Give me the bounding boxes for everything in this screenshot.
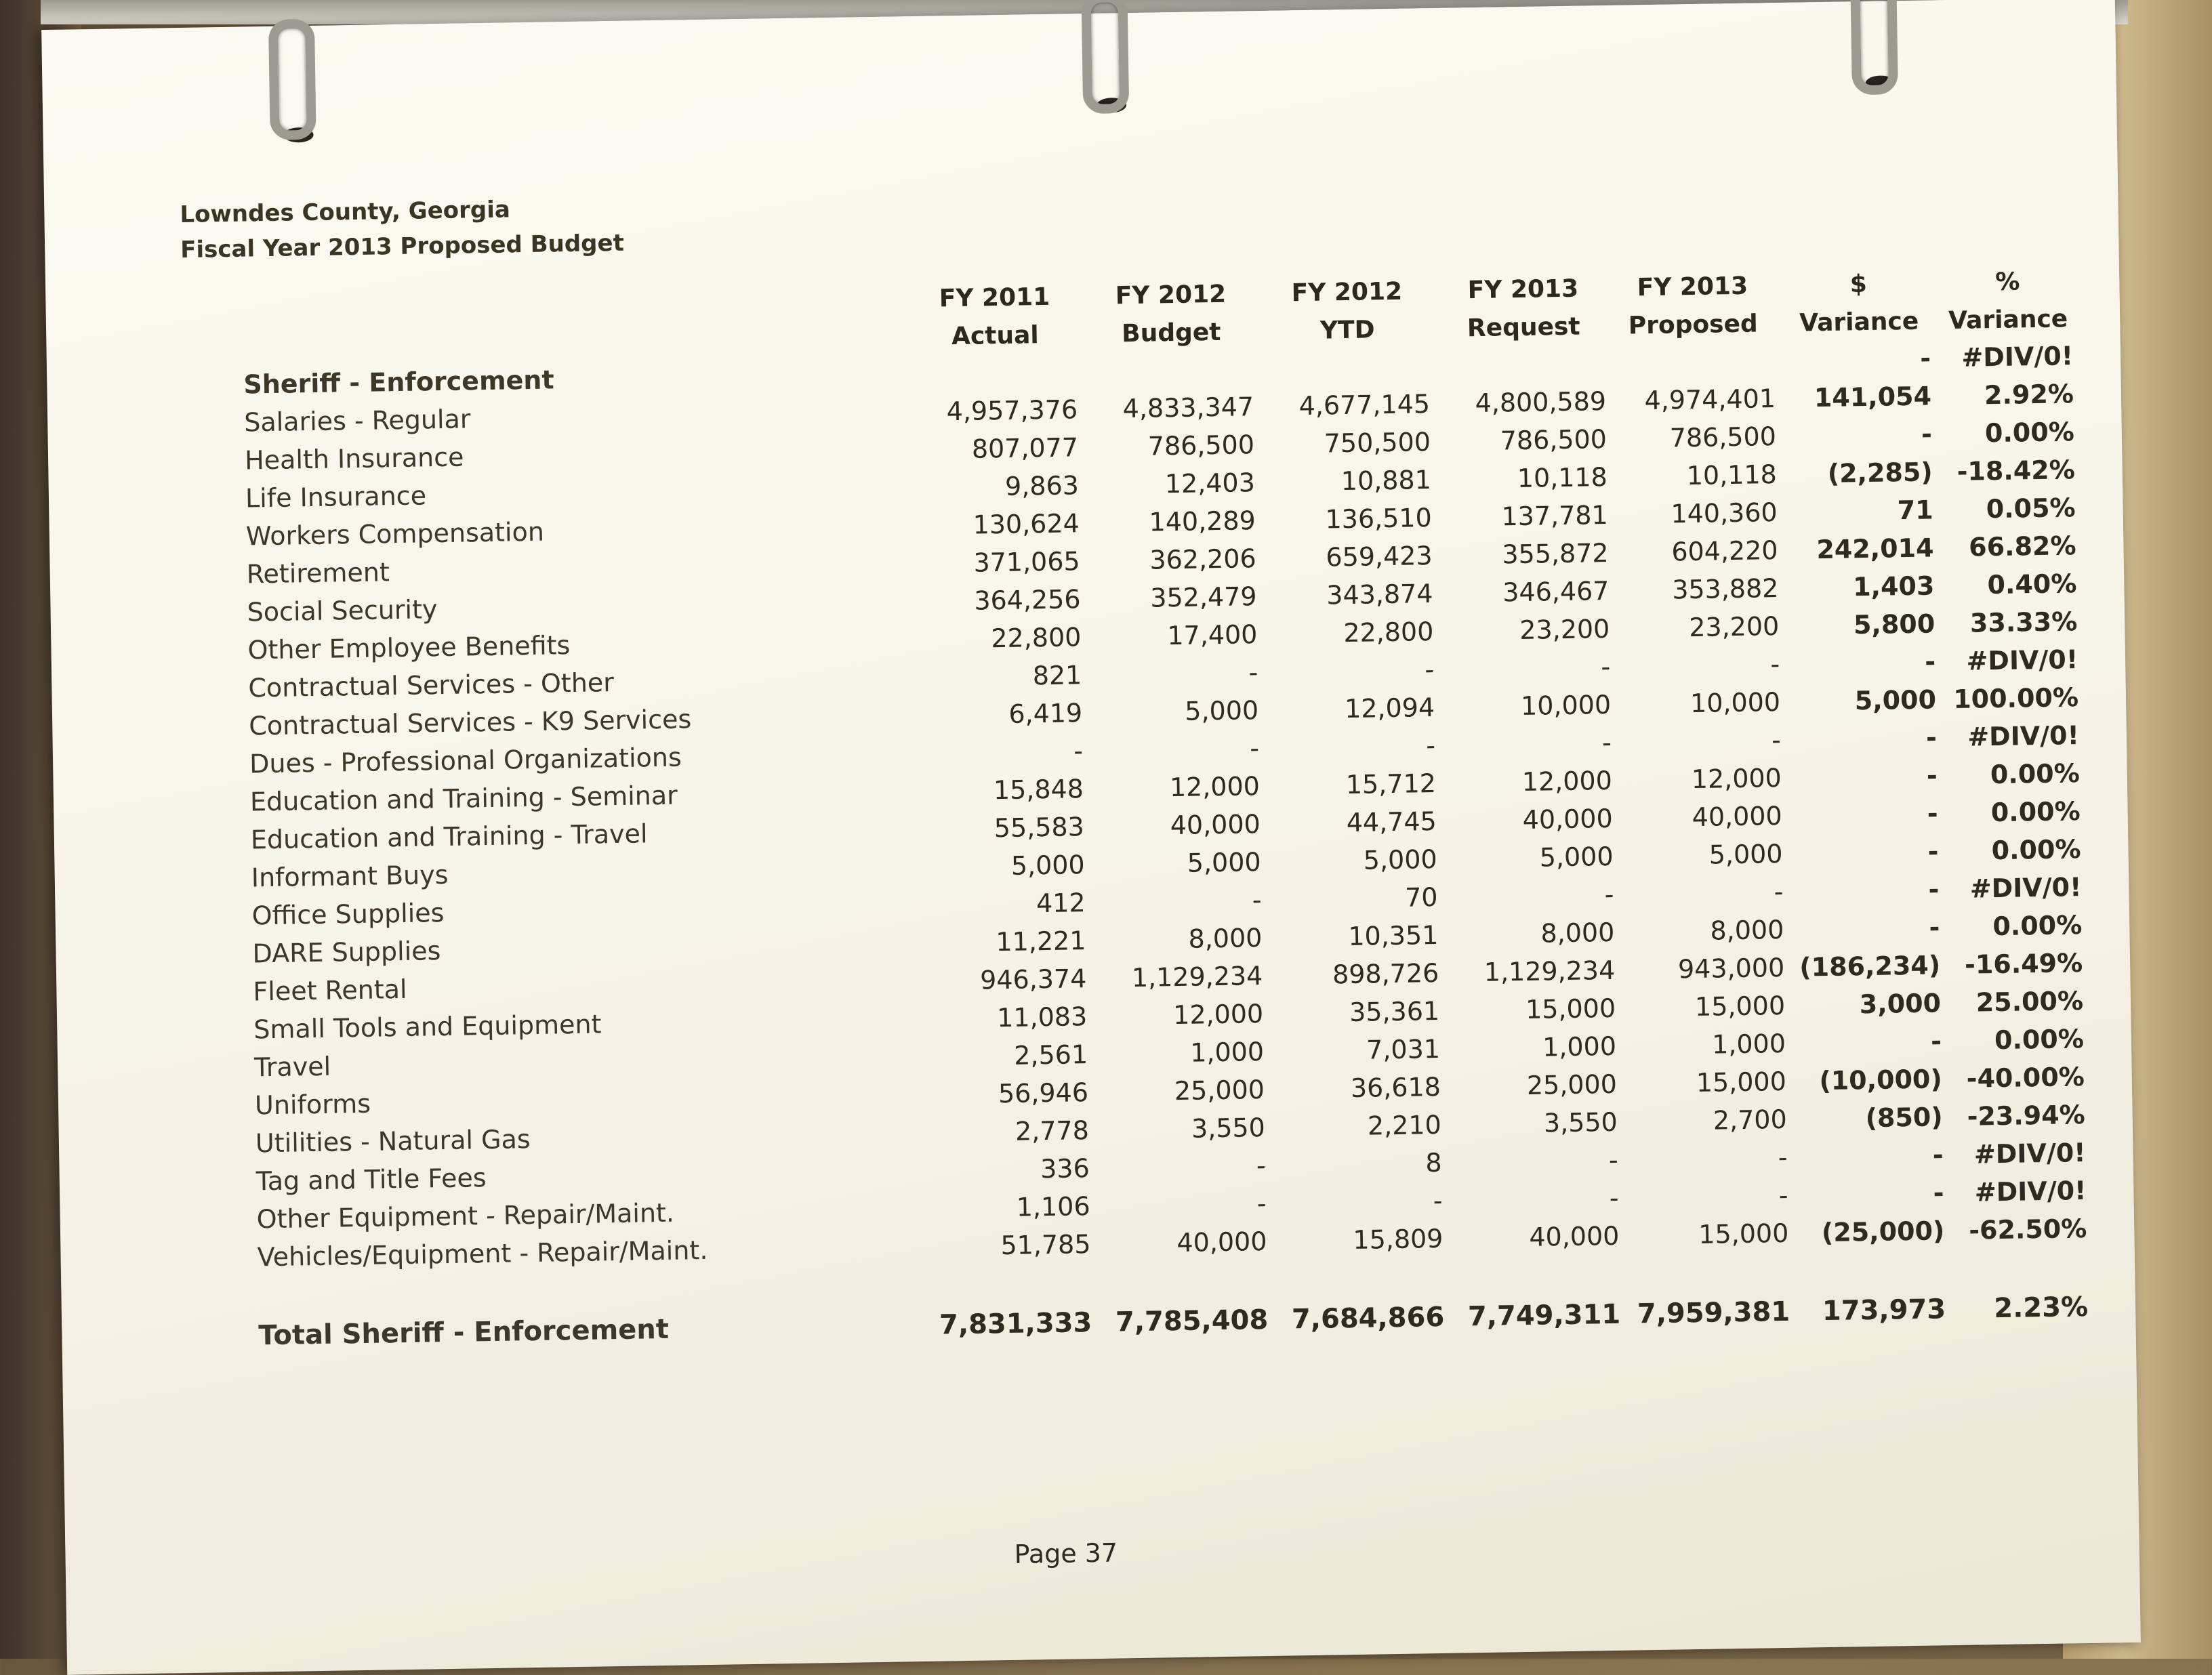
value-cell: (25,000) <box>1821 1216 1945 1248</box>
value-cell: 22,800 <box>1343 617 1434 648</box>
value-cell: 2.92% <box>1984 379 2074 411</box>
value-cell: - <box>1608 1144 1618 1176</box>
value-cell: - <box>1926 760 1938 791</box>
column-header-line1: FY 2011 <box>939 283 1050 313</box>
value-cell: 10,000 <box>1689 687 1781 719</box>
value-cell: 5,000 <box>1363 844 1437 875</box>
value-cell: - <box>1609 1182 1619 1214</box>
value-cell: -16.49% <box>1964 948 2083 980</box>
value-cell: - <box>1252 885 1262 915</box>
value-cell: 55,583 <box>994 812 1085 844</box>
value-cell: 1,000 <box>1542 1031 1617 1062</box>
value-cell: 807,077 <box>971 432 1079 464</box>
value-cell: 336 <box>1040 1153 1090 1184</box>
column-header-line2: Budget <box>1121 318 1221 348</box>
value-cell: 412 <box>1036 888 1086 919</box>
line-item-label: Office Supplies <box>251 898 445 931</box>
value-cell: 2,210 <box>1367 1109 1442 1141</box>
value-cell: - <box>1925 722 1938 753</box>
column-header-line2: Actual <box>951 321 1040 351</box>
line-item-label: Salaries - Regular <box>243 404 471 438</box>
value-cell: 23,200 <box>1519 613 1610 646</box>
value-cell: - <box>1601 651 1611 682</box>
value-cell: 10,118 <box>1686 459 1778 491</box>
value-cell: 40,000 <box>1522 803 1614 835</box>
value-cell: 242,014 <box>1816 533 1934 565</box>
value-cell: 1,000 <box>1711 1028 1786 1060</box>
value-cell: (850) <box>1865 1102 1944 1134</box>
value-cell: 44,745 <box>1346 806 1437 838</box>
line-item-label: Other Employee Benefits <box>247 630 571 665</box>
value-cell: 7,785,408 <box>1115 1304 1269 1338</box>
value-cell: 1,000 <box>1189 1037 1265 1068</box>
value-cell: 7,684,866 <box>1291 1301 1445 1336</box>
value-cell: - <box>1425 655 1435 685</box>
value-cell: - <box>1249 733 1260 764</box>
value-cell: 136,510 <box>1325 503 1433 535</box>
value-cell: - <box>1778 1142 1788 1173</box>
value-cell: - <box>1425 730 1436 761</box>
value-cell: 821 <box>1032 660 1082 691</box>
value-cell: 9,863 <box>1004 470 1080 501</box>
value-cell: 23,200 <box>1688 611 1780 643</box>
value-cell: 2.23% <box>1993 1291 2089 1325</box>
value-cell: 371,065 <box>973 546 1080 578</box>
value-cell: 12,000 <box>1691 762 1782 795</box>
value-cell: - <box>1073 736 1084 766</box>
value-cell: 5,000 <box>1708 838 1783 870</box>
column-header-line2: Proposed <box>1628 310 1759 340</box>
value-cell: 140,360 <box>1671 497 1778 529</box>
value-cell: 7,749,311 <box>1467 1298 1621 1333</box>
value-cell: 5,000 <box>1854 684 1937 716</box>
value-cell: 4,800,589 <box>1475 386 1607 419</box>
line-item-label: Education and Training - Travel <box>250 819 648 855</box>
column-header <box>1441 270 1605 348</box>
column-header-line1: FY 2013 <box>1637 272 1748 302</box>
line-item-label: Dues - Professional Organizations <box>249 742 682 779</box>
line-item-label: Retirement <box>246 557 390 590</box>
value-cell: 173,973 <box>1822 1294 1946 1327</box>
value-cell: 750,500 <box>1324 427 1431 459</box>
value-cell: - <box>1778 1180 1788 1211</box>
value-cell: 11,083 <box>996 1001 1088 1033</box>
column-header <box>1265 272 1429 351</box>
column-header-line2: Request <box>1467 312 1580 343</box>
value-cell: #DIV/0! <box>1974 1176 2087 1207</box>
value-cell: 17,400 <box>1167 619 1258 651</box>
value-cell: 7,831,333 <box>939 1307 1092 1341</box>
value-cell: 12,094 <box>1344 692 1435 724</box>
section-percent-variance: #DIV/0! <box>1961 341 2074 373</box>
value-cell: 5,000 <box>1539 841 1614 873</box>
value-cell: 4,957,376 <box>946 394 1078 427</box>
line-item-label: Education and Training - Seminar <box>249 780 678 817</box>
value-cell: 40,000 <box>1529 1220 1620 1252</box>
line-item-label: Total Sheriff - Enforcement <box>258 1313 670 1352</box>
line-item-label: Life Insurance <box>245 480 427 514</box>
value-cell: 3,550 <box>1191 1113 1266 1144</box>
column-header <box>1611 267 1775 346</box>
value-cell: 8 <box>1425 1147 1442 1178</box>
value-cell: 0.00% <box>1990 796 2081 828</box>
value-cell: 71 <box>1897 495 1933 526</box>
value-cell: 0.00% <box>1984 417 2075 449</box>
binder-ring-icon <box>1081 0 1129 114</box>
value-cell: - <box>1771 724 1782 756</box>
value-cell: 12,000 <box>1521 765 1613 797</box>
column-header <box>913 278 1077 356</box>
value-cell: 40,000 <box>1176 1226 1267 1258</box>
county-name: Lowndes County, Georgia <box>180 196 511 229</box>
value-cell: 2,778 <box>1015 1115 1090 1146</box>
value-cell: -62.50% <box>1968 1213 2087 1245</box>
value-cell: #DIV/0! <box>1973 1138 2086 1170</box>
section-title: Sheriff - Enforcement <box>243 365 554 400</box>
value-cell: 8,000 <box>1540 917 1615 949</box>
line-item-label: Other Equipment - Repair/Maint. <box>256 1197 675 1235</box>
value-cell: 355,872 <box>1502 537 1609 570</box>
value-cell: 343,874 <box>1326 579 1433 611</box>
value-cell: 8,000 <box>1188 923 1263 954</box>
value-cell: 1,129,234 <box>1483 955 1616 987</box>
value-cell: 4,833,347 <box>1122 392 1254 424</box>
value-cell: 10,118 <box>1517 461 1608 494</box>
column-header <box>1943 262 2073 340</box>
value-cell: -18.42% <box>1957 455 2076 487</box>
value-cell: - <box>1932 1140 1944 1170</box>
value-cell: 36,618 <box>1350 1071 1441 1104</box>
line-item-label: DARE Supplies <box>252 936 441 969</box>
total-row <box>197 1289 2089 1355</box>
value-cell: 659,423 <box>1326 541 1433 573</box>
line-item-label: Contractual Services - Other <box>248 667 615 703</box>
value-cell: - <box>1930 1026 1942 1056</box>
value-cell: (186,234) <box>1799 950 1941 983</box>
value-cell: 786,500 <box>1669 421 1777 453</box>
value-cell: 2,700 <box>1713 1104 1788 1136</box>
column-header-line2: Variance <box>1799 307 1919 337</box>
value-cell: 10,351 <box>1348 919 1439 952</box>
value-cell: #DIV/0! <box>1966 644 2078 676</box>
value-cell: #DIV/0! <box>1969 872 2082 904</box>
line-item-label: Utilities - Natural Gas <box>255 1124 531 1159</box>
value-cell: - <box>1774 876 1784 907</box>
line-item-label: Workers Compensation <box>245 516 545 552</box>
value-cell: - <box>1933 1178 1944 1208</box>
value-cell: 25,000 <box>1526 1069 1618 1100</box>
value-cell: 22,800 <box>991 622 1082 654</box>
value-cell: 40,000 <box>1692 800 1782 833</box>
value-cell: 130,624 <box>972 508 1080 540</box>
value-cell: 35,361 <box>1349 995 1440 1028</box>
value-cell: 12,403 <box>1164 468 1256 499</box>
value-cell: 10,000 <box>1520 689 1612 722</box>
document-page <box>41 0 2141 1675</box>
value-cell: 346,467 <box>1502 575 1610 608</box>
column-header-line1: FY 2012 <box>1115 280 1227 310</box>
value-cell: 0.00% <box>1994 1024 2085 1056</box>
column-header <box>1089 275 1253 354</box>
value-cell: 15,809 <box>1353 1223 1443 1256</box>
value-cell: - <box>1924 646 1936 677</box>
value-cell: (2,285) <box>1827 457 1933 489</box>
value-cell: 40,000 <box>1170 809 1261 841</box>
value-cell: 946,374 <box>979 964 1087 995</box>
value-cell: 100.00% <box>1952 682 2079 714</box>
value-cell: 0.00% <box>1991 834 2081 866</box>
value-cell: - <box>1604 879 1614 910</box>
line-item-label: Travel <box>253 1051 331 1083</box>
value-cell: 2,561 <box>1013 1039 1088 1071</box>
value-cell: 51,785 <box>1000 1229 1091 1261</box>
value-cell: 15,000 <box>1696 1066 1787 1098</box>
column-header-line1: FY 2013 <box>1467 274 1579 305</box>
value-cell: - <box>1927 836 1939 867</box>
value-cell: 12,000 <box>1172 999 1264 1031</box>
line-item-label: Contractual Services - K9 Services <box>248 704 692 741</box>
value-cell: 0.00% <box>1992 910 2083 942</box>
budget-table <box>182 338 2089 1356</box>
value-cell: 15,848 <box>993 774 1084 806</box>
value-cell: 8,000 <box>1710 914 1784 946</box>
value-cell: 140,289 <box>1149 505 1256 537</box>
line-item-label: Health Insurance <box>244 442 464 476</box>
value-cell: 5,000 <box>1187 847 1261 878</box>
value-cell: -40.00% <box>1966 1062 2085 1094</box>
budget-document <box>180 169 2089 1352</box>
column-header-line1: $ <box>1849 270 1868 299</box>
value-cell: 4,974,401 <box>1644 384 1776 416</box>
value-cell: 7,031 <box>1366 1033 1441 1065</box>
column-header-line1: FY 2012 <box>1291 277 1403 308</box>
value-cell: 898,726 <box>1332 957 1439 990</box>
value-cell: 15,000 <box>1694 990 1786 1022</box>
value-cell: - <box>1927 798 1938 829</box>
value-cell: 66.82% <box>1968 531 2076 562</box>
line-item-label: Vehicles/Equipment - Repair/Maint. <box>257 1235 708 1273</box>
value-cell: 25.00% <box>1975 986 2084 1018</box>
line-item-label: Tag and Title Fees <box>255 1163 487 1197</box>
value-cell: 786,500 <box>1500 423 1607 456</box>
value-cell: 70 <box>1404 882 1438 913</box>
value-cell: - <box>1256 1188 1267 1219</box>
value-cell: - <box>1248 657 1258 688</box>
line-item-label: Fleet Rental <box>253 974 407 1007</box>
value-cell: 10,881 <box>1340 465 1432 497</box>
value-cell: 786,500 <box>1147 430 1255 461</box>
value-cell: 943,000 <box>1677 952 1785 985</box>
value-cell: 11,221 <box>996 926 1086 957</box>
value-cell: 1,106 <box>1016 1191 1090 1222</box>
value-cell: 352,479 <box>1150 581 1257 613</box>
value-cell: - <box>1256 1151 1267 1181</box>
value-cell: 1,129,234 <box>1131 961 1263 993</box>
value-cell: 5,000 <box>1184 695 1259 726</box>
value-cell: 5,800 <box>1853 608 1936 640</box>
value-cell: 15,000 <box>1525 993 1616 1025</box>
value-cell: 353,882 <box>1671 573 1779 605</box>
value-cell: 12,000 <box>1169 771 1261 803</box>
value-cell: - <box>1433 1185 1443 1216</box>
value-cell: 3,550 <box>1543 1107 1618 1138</box>
page-number: Page 37 <box>1014 1537 1118 1569</box>
binder-ring-icon <box>1850 0 1898 95</box>
section-dollar-variance: - <box>1919 343 1931 373</box>
value-cell: 25,000 <box>1174 1075 1265 1107</box>
column-header-line2: YTD <box>1319 316 1375 345</box>
line-item-label: Small Tools and Equipment <box>253 1009 602 1045</box>
value-cell: 0.05% <box>1986 493 2076 524</box>
value-cell: 362,206 <box>1149 543 1256 575</box>
value-cell: - <box>1601 727 1612 758</box>
value-cell: 15,712 <box>1345 768 1437 800</box>
value-cell: 604,220 <box>1671 535 1778 567</box>
line-item-label: Social Security <box>247 594 438 627</box>
binder-ring-icon <box>268 19 316 140</box>
value-cell: - <box>1921 419 1933 449</box>
value-cell: 3,000 <box>1859 988 1942 1020</box>
value-cell: (10,000) <box>1819 1064 1943 1096</box>
value-cell: 0.40% <box>1987 568 2077 600</box>
value-cell: 137,781 <box>1501 499 1608 532</box>
value-cell: 4,677,145 <box>1298 389 1431 421</box>
value-cell: -23.94% <box>1967 1100 2085 1132</box>
value-cell: 56,946 <box>998 1077 1089 1109</box>
line-item-label: Uniforms <box>254 1088 371 1121</box>
value-cell: 141,054 <box>1814 381 1932 413</box>
column-header-line1: % <box>1994 268 2020 296</box>
column-header-line2: Variance <box>1948 305 2068 335</box>
value-cell: 364,256 <box>974 584 1081 616</box>
value-cell: 0.00% <box>1990 758 2081 790</box>
line-item-label: Informant Buys <box>251 859 449 893</box>
value-cell: 33.33% <box>1969 606 2078 638</box>
value-cell: - <box>1928 874 1940 905</box>
value-cell: 15,000 <box>1698 1218 1789 1249</box>
value-cell: 6,419 <box>1008 698 1083 729</box>
value-cell: 7,959,381 <box>1637 1296 1790 1330</box>
document-subtitle: Fiscal Year 2013 Proposed Budget <box>180 229 625 264</box>
column-header <box>1787 264 1931 342</box>
value-cell: - <box>1929 912 1940 943</box>
value-cell: 1,403 <box>1852 571 1935 602</box>
value-cell: - <box>1770 649 1780 680</box>
value-cell: #DIV/0! <box>1967 720 2080 752</box>
value-cell: 5,000 <box>1010 850 1086 881</box>
